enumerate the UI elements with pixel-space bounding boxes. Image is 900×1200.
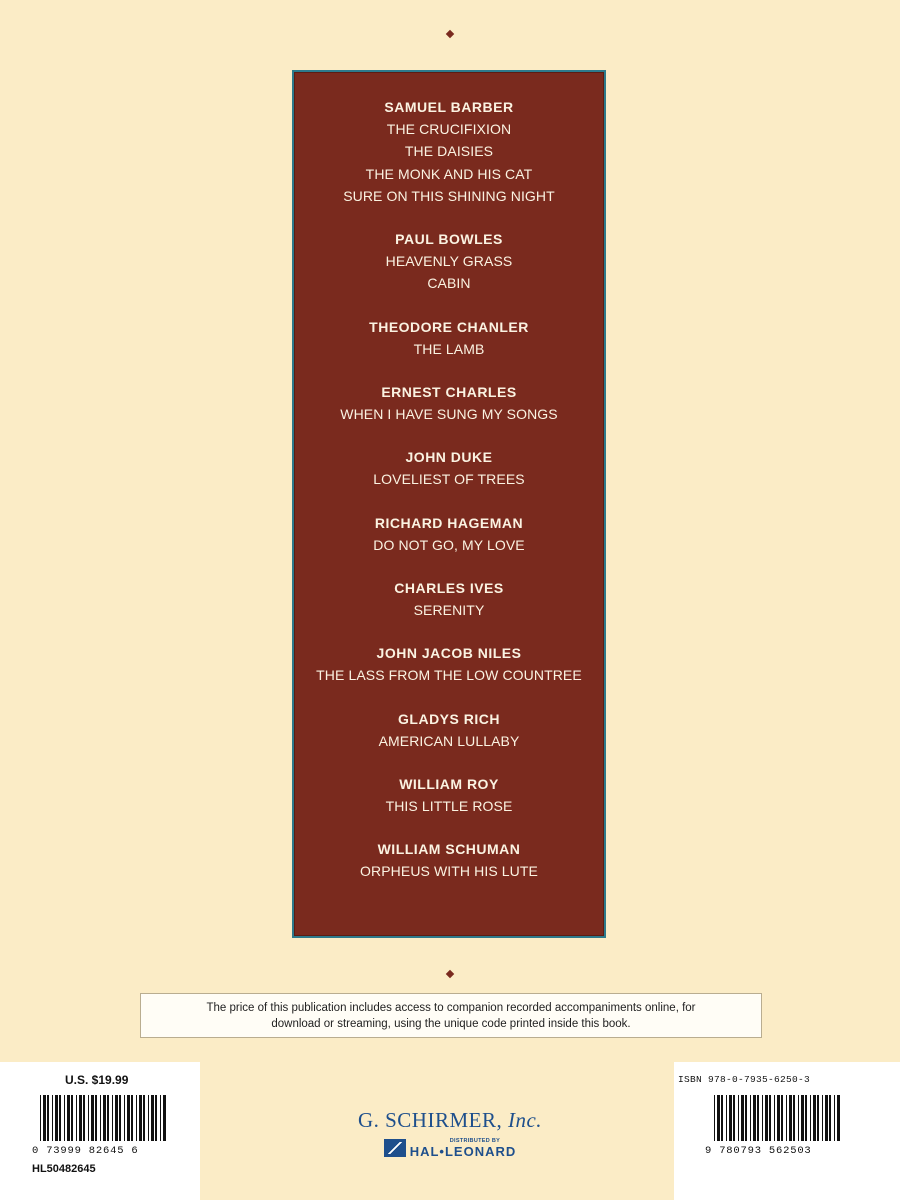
composer-group (294, 228, 604, 295)
composer-name: CHARLES IVES (394, 579, 504, 596)
composer-name: WILLIAM ROY (399, 775, 499, 792)
song-title: DO NOT GO, MY LOVE (373, 536, 525, 553)
upc-barcode-icon (40, 1095, 166, 1141)
notice-line-1: The price of this publication includes access to companion recorded accompaniments online, for (206, 1002, 696, 1014)
song-title: THE MONK AND HIS CAT (365, 165, 533, 182)
composer-name: SAMUEL BARBER (384, 99, 514, 115)
barcode-bar (837, 1095, 840, 1141)
song-title: ORPHEUS WITH HIS LUTE (360, 863, 538, 880)
composer-group (294, 577, 604, 621)
composer-group (294, 642, 604, 686)
song-title: CABIN (427, 275, 471, 292)
isbn: ISBN 978-0-7935-6250-3 (678, 1074, 811, 1085)
song-title: THE DAISIES (404, 143, 494, 160)
publisher-name-inc: Inc. (507, 1108, 543, 1132)
composer-name: THEODORE CHANLER (369, 318, 529, 335)
song-title: THE LAMB (413, 340, 485, 357)
song-title: THE LASS FROM THE LOW COUNTREE (316, 667, 582, 684)
song-title: SERENITY (413, 601, 485, 618)
isbn-digits: 9 780793 562503 (705, 1145, 812, 1157)
composer-group (294, 773, 604, 817)
price: U.S. $19.99 (65, 1073, 129, 1087)
composer-group (294, 838, 604, 882)
hal-leonard-logo-icon (384, 1139, 406, 1157)
distributor-text (410, 1139, 517, 1158)
notice-line-2: download or streaming, using the unique code printed inside this book. (271, 1018, 631, 1030)
barcode-bar (163, 1095, 166, 1141)
composer-group (294, 708, 604, 752)
composer-name: GLADYS RICH (398, 710, 500, 727)
composer-name: RICHARD HAGEMAN (374, 514, 524, 531)
composer-group (294, 316, 604, 360)
composer-name: PAUL BOWLES (395, 231, 503, 248)
distributor-name: HAL•LEONARD (409, 1143, 517, 1159)
publisher-name-main: G. SCHIRMER, (357, 1108, 508, 1132)
song-title: WHEN I HAVE SUNG MY SONGS (340, 406, 558, 423)
publisher-name (300, 1108, 600, 1133)
composer-name: WILLIAM SCHUMAN (377, 841, 521, 858)
song-title: SURE ON THIS SHINING NIGHT (343, 187, 555, 204)
song-title: LOVELIEST OF TREES (373, 471, 525, 488)
song-list (294, 96, 604, 903)
upc-digits: 0 73999 82645 6 (32, 1145, 139, 1157)
composer-name: JOHN DUKE (405, 449, 493, 466)
distributed-by-label: DISTRIBUTED BY (449, 1138, 501, 1144)
distributor-logo (384, 1139, 517, 1158)
isbn-barcode-icon (714, 1095, 840, 1141)
catalog-number: HL50482645 (32, 1163, 96, 1175)
composer-name: JOHN JACOB NILES (376, 645, 522, 662)
composer-group (294, 512, 604, 556)
song-title: AMERICAN LULLABY (378, 732, 520, 749)
composer-group (294, 96, 604, 207)
song-title: THIS LITTLE ROSE (385, 797, 513, 814)
song-title: THE CRUCIFIXION (386, 121, 512, 137)
song-list-panel (292, 70, 606, 938)
composer-group (294, 446, 604, 490)
composer-group (294, 381, 604, 425)
composer-name: ERNEST CHARLES (381, 384, 517, 401)
companion-audio-notice (140, 993, 762, 1038)
song-title: HEAVENLY GRASS (385, 253, 513, 270)
publisher-logo (300, 1108, 600, 1162)
